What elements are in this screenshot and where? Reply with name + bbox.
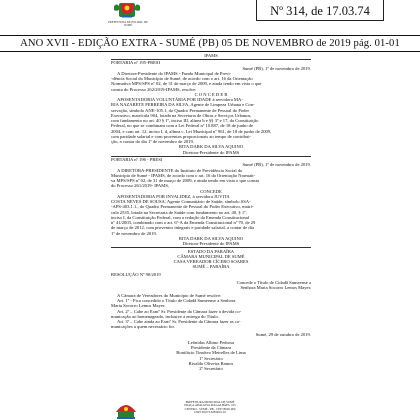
document-body xyxy=(111,53,311,371)
text-line: va MPS/SPS nº 02, de 31 de março de 2009, e ainda tendo em vista o que consta xyxy=(111,178,260,184)
text-line: Sumé (PB), 1º de novembro de 2019. xyxy=(242,65,311,71)
text-line: A Diretora-Presidente do IPAMS - Fundo Municipal de Previ- xyxy=(117,70,232,76)
footer-line: PRAÇA ADALGISA MAGALHÃES, 105 xyxy=(184,403,236,408)
text-line: A Câmara de Vereadores do Município de Sumé resolve: xyxy=(117,292,222,298)
text-line: Sumé, 29 de outubro de 2019. xyxy=(255,332,311,338)
text-line: 2º Secretário xyxy=(199,366,223,372)
edition-line: ANO XVII - EDIÇÃO EXTRA - SUMÉ (PB) 05 DE NOVEMBRO de 2019 pág. 01-01 xyxy=(20,38,400,49)
text-line: municações a quem necessário for. xyxy=(111,324,175,330)
text-line: CÂMARA MUNICIPAL DE SUMÉ xyxy=(177,253,245,259)
issue-number: Nº 314, de 17.03.74 xyxy=(256,0,384,21)
text-line: C O N C E D E R xyxy=(194,91,228,97)
text-line: servação, símbolo ANE-105.1, do Quadro Permanente de Pessoal do Poder xyxy=(111,107,250,113)
text-line: 1º de novembro de 2019. xyxy=(111,230,157,236)
footer-line: PREFEITURA MUNICIPAL DE SUMÉ xyxy=(185,400,235,404)
text-line: RITA DARK DA SILVA AQUINO xyxy=(178,144,244,150)
text-line: 1º Secretário xyxy=(199,355,223,361)
text-line: com fundamento no art. 40 § 1º, inciso III, alínea b e §§ 3º e 17, da Constituição xyxy=(111,118,259,124)
text-line: Sumé (PB), 1º de novembro de 2019. xyxy=(242,162,311,168)
text-line: do Processo 261/2019- IPAMS, xyxy=(111,183,170,189)
text-line: Normativa MPS/SPS nº 02, de 31 de março de 2009, e ainda tendo em vista o que xyxy=(111,81,262,87)
text-line: com paridade salarial e com proventos proporcionais ao tempo de contribui- xyxy=(111,133,252,139)
text-line: CONCEDE xyxy=(200,188,222,194)
text-line: APOSENTADORIA VOLUNTÁRIA POR IDADE à servidora MA- xyxy=(117,97,243,103)
text-line: Senhora Maria Socorro Lemos Mayer. xyxy=(240,285,311,291)
text-line: ção, a contar do dia 1º de novembro de 2019. xyxy=(111,139,194,145)
text-line: RIA NAZARETE FERREIRA DA SILVA, Agente de Limpeza Urbana e Con- xyxy=(111,102,255,108)
text-line: PORTARIA nº 195-PRESI xyxy=(111,60,161,66)
text-line: Art. 1º - Fica concedido o Título de Cidadã Sumeense a Senhora xyxy=(117,298,236,304)
text-line: de março de 2012, com proventos integrais e paridade salarial, a contar de dia xyxy=(111,225,254,231)
text-line: PORTARIA nº 196 - PRESI xyxy=(111,157,163,163)
text-line: -APS-403.1.1., do Quadro Permanente de Pessoal do Poder Executivo, matrí- xyxy=(111,204,254,210)
text-line: Leônidas Albino Pedrosa xyxy=(187,339,235,345)
text-line: Executivo, matrícula 904, lotada na Secretaria de Obras e Serviços Urbanos, xyxy=(111,112,252,118)
text-line: COSTA NEVES DE SOUSA, Agente Comunitário de Saúde, símbolo SSA- xyxy=(111,199,251,205)
text-line: Diretora-Presidente do IPAMS xyxy=(182,149,240,155)
text-line: cula 2535, lotada na Secretaria de Saúde com fundamento no art. 40, § 1º, xyxy=(111,209,247,215)
crest-label: PREFEITURA MUNICIPAL DE SUMÉ xyxy=(108,20,148,27)
text-line: Diretora-Presidente do IPAMS xyxy=(182,241,240,247)
text-line: inciso I, da Constituição Federal, com a redação da Emenda Constitucional xyxy=(111,214,250,220)
masthead xyxy=(0,0,420,36)
text-line: RESOLUÇÃO Nº 90/2019 xyxy=(111,272,161,278)
text-line: Federal, no que se combinam com a Lei Federal nº 10.887, de 18 de junho de xyxy=(111,123,254,129)
text-line: Rivaldo Oliveira Ramos xyxy=(188,360,234,366)
footer-line: CENTRO - SUMÉ - PB - CEP 58540-000 xyxy=(184,406,236,411)
text-line: APOSENTADORIA POR INVALIDEZ, à servidora JUVITA xyxy=(117,193,230,199)
text-line: IPAMS xyxy=(204,53,218,58)
text-line: Bonifácio Timóteo Meirelles de Lima xyxy=(176,350,246,356)
text-line: Maria Socorro Lemos Mayer. xyxy=(111,303,166,309)
text-line: Presidente da Câmara xyxy=(190,345,232,351)
text-line: Município de Sumé - IPAMS, de acordo com o art. 16 da Orientação Normati- xyxy=(111,172,256,178)
text-line: nº 41/2003, combinado com o art. 6º-A da Emenda Constitucional nº 70, de 29 xyxy=(111,220,256,226)
text-line: Art. 3º – Cabe ainda ao Exmº Sr. Presidente da Câmara fazer as co- xyxy=(117,319,241,325)
text-line: ESTADO DA PARAÍBA xyxy=(187,248,235,254)
text-line: -dência Social do Município de Sumé, de acordo com o art. 16 da Orientação xyxy=(111,76,253,82)
bottom-rule xyxy=(0,51,420,52)
text-line: municação ao homenageado, inclusive a entrega do Título. xyxy=(111,313,219,319)
text-line: RITA DARK DA SILVA AQUINO xyxy=(178,235,244,241)
text-line: CASA VEREADOR CÍCERO SOARES xyxy=(173,259,249,265)
text-line: Art. 2º – Cabe ao Exmº Sr. Presidente da Câmara fazer a devida co- xyxy=(117,308,242,314)
text-line: A DIRETORA-PRESIDENTE do Instituto de Previdência Social do xyxy=(117,167,243,173)
text-line: 2004, e com art. 12, inciso I, d, alínea c, Lei Municipal nº 961, de 18 de junho de 2009, xyxy=(111,128,272,134)
text-line: Concede o Título de Cidadã Sumeense a xyxy=(236,279,311,285)
text-line: consta do Processo 262/2019-IPAMS, resolve: xyxy=(111,86,197,92)
footer-address xyxy=(150,401,270,415)
municipal-crest-icon xyxy=(112,0,142,20)
footer-line: CNPJ 09.073.628/0001-91 xyxy=(193,410,227,415)
footer-crest-icon xyxy=(113,400,139,420)
text-line: SUMÉ – PARAÍBA xyxy=(192,264,230,270)
